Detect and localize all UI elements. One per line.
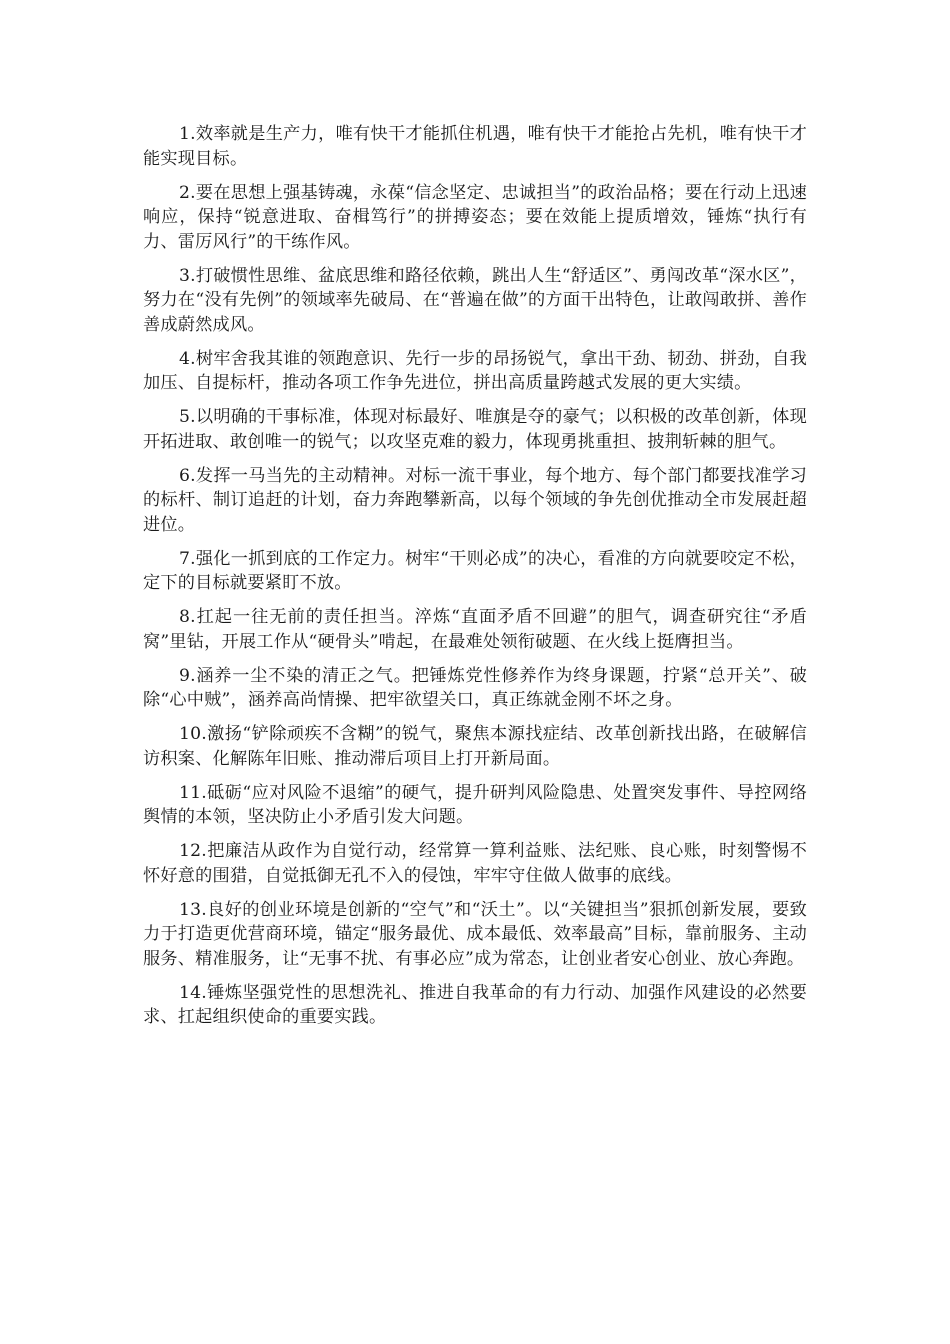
paragraph-10: 10.激扬“铲除顽疾不含糊”的锐气，聚焦本源找症结、改革创新找出路，在破解信访积案、化解陈年旧账、推动滞后项目上打开新局面。 — [143, 724, 807, 769]
paragraph-8: 8.扛起一往无前的责任担当。淬炼“直面矛盾不回避”的胆气，调查研究往“矛盾窝”里钻，开展工作从“硬骨头”啃起，在最难处领衔破题、在火线上挺膺担当。 — [143, 607, 807, 652]
document-body — [143, 122, 807, 1039]
paragraph-2: 2.要在思想上强基铸魂，永葆“信念坚定、忠诚担当”的政治品格；要在行动上迅速响应，保持“锐意进取、奋楫笃行”的拼搏姿态；要在效能上提质增效，锤炼“执行有力、雷厉风行”的干练作风。 — [143, 182, 807, 252]
paragraph-1: 1.效率就是生产力，唯有快干才能抓住机遇，唯有快干才能抢占先机，唯有快干才能实现目标。 — [143, 124, 807, 169]
paragraph-4: 4.树牢舍我其谁的领跑意识、先行一步的昂扬锐气，拿出干劲、韧劲、拼劲，自我加压、自提标杆，推动各项工作争先进位，拼出高质量跨越式发展的更大实绩。 — [143, 348, 807, 393]
paragraph-14: 14.锤炼坚强党性的思想洗礼、推进自我革命的有力行动、加强作风建设的必然要求、扛起组织使命的重要实践。 — [143, 982, 807, 1027]
paragraph-3: 3.打破惯性思维、盆底思维和路径依赖，跳出人生“舒适区”、勇闯改革“深水区”，努力在“没有先例”的领域率先破局、在“普遍在做”的方面干出特色，让敢闯敢拼、善作善成蔚然成风。 — [143, 265, 807, 335]
paragraph-7: 7.强化一抓到底的工作定力。树牢“干则必成”的决心，看准的方向就要咬定不松，定下的目标就要紧盯不放。 — [143, 548, 807, 593]
paragraph-13: 13.良好的创业环境是创新的“空气”和“沃土”。以“关键担当”狠抓创新发展，要致力于打造更优营商环境，锚定“服务最优、成本最低、效率最高”目标，靠前服务、主动服务、精准服务，让“无事不扰、有事必应”成为常态，让创业者安心创业、放心奔跑。 — [143, 899, 807, 969]
paragraph-5: 5.以明确的干事标准，体现对标最好、唯旗是夺的豪气；以积极的改革创新，体现开拓进取、敢创唯一的锐气；以攻坚克难的毅力，体现勇挑重担、披荆斩棘的胆气。 — [143, 407, 807, 452]
paragraph-11: 11.砥砺“应对风险不退缩”的硬气，提升研判风险隐患、处置突发事件、导控网络舆情的本领，坚决防止小矛盾引发大问题。 — [143, 782, 807, 827]
paragraph-6: 6.发挥一马当先的主动精神。对标一流干事业，每个地方、每个部门都要找准学习的标杆、制订追赶的计划，奋力奔跑攀新高，以每个领域的争先创优推动全市发展赶超进位。 — [143, 465, 807, 535]
paragraph-9: 9.涵养一尘不染的清正之气。把锤炼党性修养作为终身课题，拧紧“总开关”、破除“心中贼”，涵养高尚情操、把牢欲望关口，真正练就金刚不坏之身。 — [143, 665, 807, 710]
paragraph-12: 12.把廉洁从政作为自觉行动，经常算一算利益账、法纪账、良心账，时刻警惕不怀好意的围猎，自觉抵御无孔不入的侵蚀，牢牢守住做人做事的底线。 — [143, 841, 807, 886]
